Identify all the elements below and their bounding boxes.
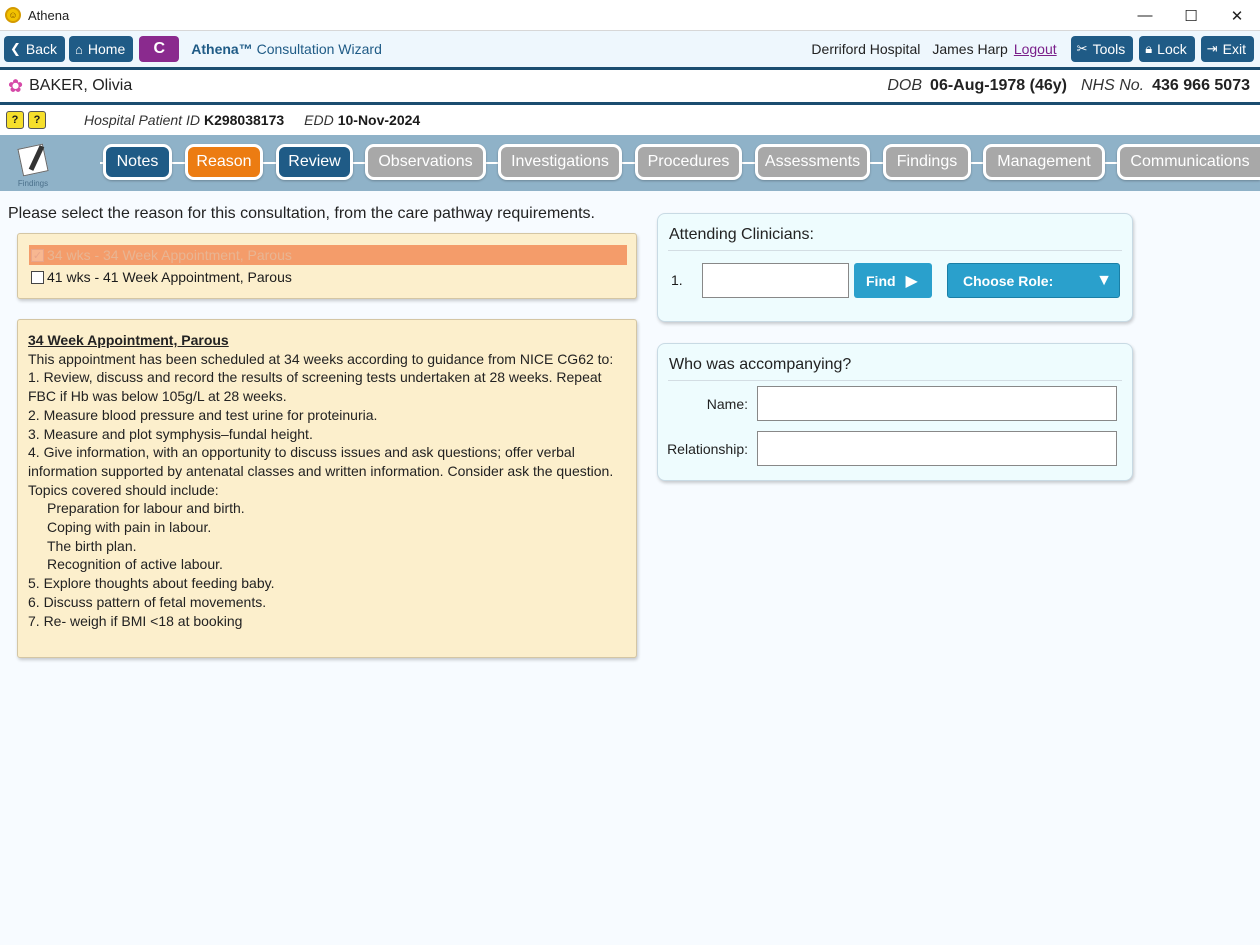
- topic-item: Preparation for labour and birth.: [47, 500, 245, 517]
- details-line: 7. Re- weigh if BMI <18 at booking: [28, 612, 243, 629]
- reason-details: [17, 319, 637, 658]
- back-label: Back: [25, 41, 58, 57]
- checkbox[interactable]: [31, 271, 44, 284]
- clinician-row-number: 1.: [671, 272, 683, 288]
- nhs-label: NHS No.: [1081, 77, 1145, 94]
- dob-label: DOB: [887, 77, 923, 94]
- attending-clinicians-title: Attending Clinicians:: [669, 226, 814, 243]
- play-arrow-icon: ▶: [905, 272, 918, 290]
- choose-role-label: Choose Role:: [963, 272, 1054, 289]
- patient-banner: [0, 70, 1260, 102]
- topic-item: Coping with pain in labour.: [47, 519, 212, 536]
- tab-observations[interactable]: Observations: [365, 144, 486, 180]
- flower-icon: ✿: [8, 75, 24, 96]
- reason-label: 41 wks - 41 Week Appointment, Parous: [47, 269, 292, 285]
- findings-notepad-icon[interactable]: [14, 143, 52, 187]
- minimize-icon[interactable]: —: [1137, 7, 1153, 24]
- wizard-title: [191, 41, 382, 57]
- find-button[interactable]: [854, 263, 932, 298]
- name-label: Name:: [706, 396, 748, 412]
- logout-link[interactable]: Logout: [1013, 41, 1057, 57]
- reason-prompt: Please select the reason for this consultation, from the care pathway requirements.: [8, 205, 595, 222]
- wizard-steps: [0, 135, 1260, 191]
- tools-label: Tools: [1092, 41, 1126, 57]
- reason-option-34wk[interactable]: [29, 245, 627, 265]
- find-label: Find: [866, 272, 896, 289]
- dob-value: 06-Aug-1978 (46y): [930, 77, 1067, 94]
- info-bar: [0, 105, 1260, 135]
- window-titlebar: [0, 0, 1260, 31]
- tools-button[interactable]: [1071, 36, 1134, 62]
- close-icon[interactable]: ✕: [1230, 7, 1244, 25]
- accompanying-panel: [657, 343, 1133, 481]
- c-button[interactable]: C: [139, 36, 179, 62]
- accompanying-title: Who was accompanying?: [669, 356, 852, 373]
- back-button[interactable]: [4, 36, 65, 62]
- help-icon[interactable]: ?: [28, 111, 46, 129]
- nhs-value: 436 966 5073: [1152, 77, 1250, 94]
- chevron-down-icon: ▼: [1096, 272, 1112, 289]
- relationship-label: Relationship:: [667, 441, 748, 457]
- lock-icon: 🔒︎: [1145, 41, 1153, 56]
- user-name: James Harp: [932, 41, 1008, 57]
- details-line: 3. Measure and plot symphysis–fundal height.: [28, 425, 313, 442]
- tab-communications[interactable]: Communications: [1117, 144, 1260, 180]
- hospital-id-label: Hospital Patient ID: [84, 112, 200, 128]
- tab-management[interactable]: Management: [983, 144, 1105, 180]
- tab-notes[interactable]: Notes: [103, 144, 172, 180]
- home-icon: ⌂: [75, 41, 83, 57]
- details-line: 6. Discuss pattern of fetal movements.: [28, 593, 267, 610]
- divider: [668, 250, 1122, 251]
- details-line: This appointment has been scheduled at 34 weeks according to guidance from NICE CG62 to:: [28, 350, 614, 367]
- tab-assessments[interactable]: Assessments: [755, 144, 870, 180]
- window-title: Athena: [28, 7, 70, 23]
- home-label: Home: [87, 41, 126, 57]
- accompanying-relationship-field[interactable]: [757, 431, 1117, 466]
- clinician-search-input[interactable]: [702, 263, 849, 298]
- chevron-left-icon: ❮: [10, 41, 21, 56]
- toolbar-right: [811, 31, 1260, 67]
- divider: [668, 380, 1122, 381]
- details-line: 2. Measure blood pressure and test urine for proteinuria.: [28, 406, 378, 423]
- tab-review[interactable]: Review: [276, 144, 353, 180]
- main-toolbar: [0, 31, 1260, 67]
- reason-option-41wk[interactable]: [29, 267, 627, 287]
- edd-value: 10-Nov-2024: [337, 112, 421, 128]
- exit-label: Exit: [1222, 41, 1246, 57]
- exit-button[interactable]: [1201, 36, 1254, 62]
- details-line: 1. Review, discuss and record the results of screening tests undertaken at 28 weeks. Repeat FBC if Hb was below 105g/L at 28 weeks.: [28, 369, 602, 405]
- tab-findings[interactable]: Findings: [883, 144, 971, 180]
- details-line: 5. Explore thoughts about feeding baby.: [28, 575, 275, 592]
- details-line: 4. Give information, with an opportunity to discuss issues and ask questions; offer verbal information supported by antenatal classes and written information. Consider ask the question.: [28, 444, 614, 479]
- accompanying-name-field[interactable]: [757, 386, 1117, 421]
- patient-name: BAKER, Olivia: [29, 77, 133, 94]
- lock-button[interactable]: [1139, 36, 1195, 62]
- home-button[interactable]: [69, 36, 133, 62]
- reason-label: 34 wks - 34 Week Appointment, Parous: [47, 247, 292, 263]
- lock-label: Lock: [1157, 41, 1187, 57]
- help-list-icon[interactable]: ?: [6, 111, 24, 129]
- tab-investigations[interactable]: Investigations: [498, 144, 622, 180]
- exit-icon: ⇥: [1206, 41, 1218, 56]
- findings-icon-label: Findings: [17, 179, 49, 188]
- choose-role-dropdown[interactable]: [947, 263, 1120, 298]
- wizard-brand: Athena™: [191, 41, 253, 57]
- topic-item: Recognition of active labour.: [47, 556, 223, 573]
- edd-label: EDD: [304, 112, 334, 128]
- details-line: Topics covered should include:: [28, 481, 219, 498]
- tab-reason[interactable]: Reason: [185, 144, 263, 180]
- window-controls: [1122, 0, 1260, 31]
- topic-item: The birth plan.: [47, 537, 137, 554]
- athena-logo-icon: ☺: [5, 7, 21, 23]
- wizard-title-text: Consultation Wizard: [252, 41, 382, 57]
- hospital-id-value: K298038173: [203, 112, 285, 128]
- maximize-icon[interactable]: ☐: [1184, 7, 1198, 25]
- attending-clinicians-panel: [657, 213, 1133, 322]
- details-title: 34 Week Appointment, Parous: [28, 332, 229, 348]
- checkbox[interactable]: ✓: [32, 249, 43, 262]
- tools-icon: ✂: [1076, 41, 1088, 56]
- hospital-name: Derriford Hospital: [811, 41, 921, 57]
- patient-identifiers: [887, 70, 1250, 102]
- reasons-list: [17, 233, 637, 299]
- tab-procedures[interactable]: Procedures: [635, 144, 742, 180]
